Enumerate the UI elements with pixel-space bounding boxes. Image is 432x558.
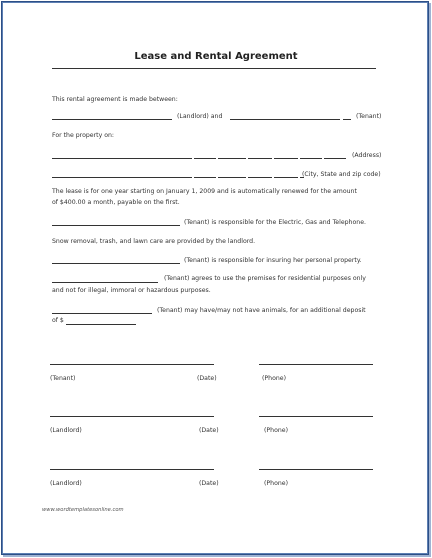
city-label: (City, State and zip code) [302,171,381,178]
address-field-part1[interactable] [52,158,192,159]
tenant-phone-line[interactable] [259,364,373,365]
landlord-signature-label-1: (Landlord) [50,427,82,434]
snow-removal-text: Snow removal, trash, and lawn care are provided by the landlord. [52,238,256,245]
intro-text: This rental agreement is made between: [52,96,178,103]
tenant-signature-label: (Tenant) [50,375,76,382]
address-field-part5[interactable] [274,158,298,159]
address-field-part7[interactable] [324,158,346,159]
address-label: (Address) [352,152,382,159]
animals-text-line1: (Tenant) may have/may not have animals, for an additional deposit [157,307,366,314]
deposit-amount-field[interactable] [66,324,136,325]
landlord-phone-label-2: (Phone) [264,480,288,487]
utilities-text: (Tenant) is responsible for the Electric, Gas and Telephone. [184,219,366,226]
tenant-date-label: (Date) [197,375,217,382]
landlord-name-field[interactable] [52,119,172,120]
address-field-part6[interactable] [300,158,322,159]
city-field-part2[interactable] [194,177,216,178]
city-field-part3[interactable] [218,177,246,178]
address-field-part2[interactable] [194,158,216,159]
landlord-phone-label-1: (Phone) [264,427,288,434]
landlord-date-label-1: (Date) [199,427,219,434]
premises-tenant-field[interactable] [52,282,158,283]
landlord-phone-line-1[interactable] [259,416,373,417]
footer-website: www.wordtemplatesonline.com [42,507,124,513]
insurance-tenant-field[interactable] [52,263,180,264]
utilities-tenant-field[interactable] [52,225,180,226]
tenant-label: (Tenant) [356,113,382,120]
tenant-name-field-end[interactable] [343,119,351,120]
title-divider [52,68,376,69]
landlord-signature-label-2: (Landlord) [50,480,82,487]
landlord-label: (Landlord) and [177,113,223,120]
city-field-part5[interactable] [274,177,298,178]
address-field-part4[interactable] [248,158,272,159]
lease-terms-line1: The lease is for one year starting on January 1, 2009 and is automatically renewed for the amount [52,188,357,195]
property-label: For the property on: [52,132,115,139]
address-field-part3[interactable] [218,158,246,159]
document-title: Lease and Rental Agreement [134,51,298,62]
landlord-signature-line-2[interactable] [50,469,214,470]
tenant-name-field[interactable] [230,119,340,120]
lease-terms-line2: of $400.00 a month, payable on the first. [52,199,180,206]
landlord-phone-line-2[interactable] [259,469,373,470]
landlord-signature-line-1[interactable] [50,416,214,417]
tenant-signature-line[interactable] [50,364,214,365]
city-field-part4[interactable] [248,177,272,178]
insurance-text: (Tenant) is responsible for insuring her personal property. [184,257,362,264]
animals-tenant-field[interactable] [52,313,152,314]
landlord-date-label-2: (Date) [199,480,219,487]
animals-text-line2: of $ [52,317,64,324]
premises-text-line2: and not for illegal, immoral or hazardous purposes. [52,287,211,294]
tenant-phone-label: (Phone) [262,375,286,382]
city-field-part1[interactable] [52,177,192,178]
premises-text-line1: (Tenant) agrees to use the premises for residential purposes only [164,275,366,282]
